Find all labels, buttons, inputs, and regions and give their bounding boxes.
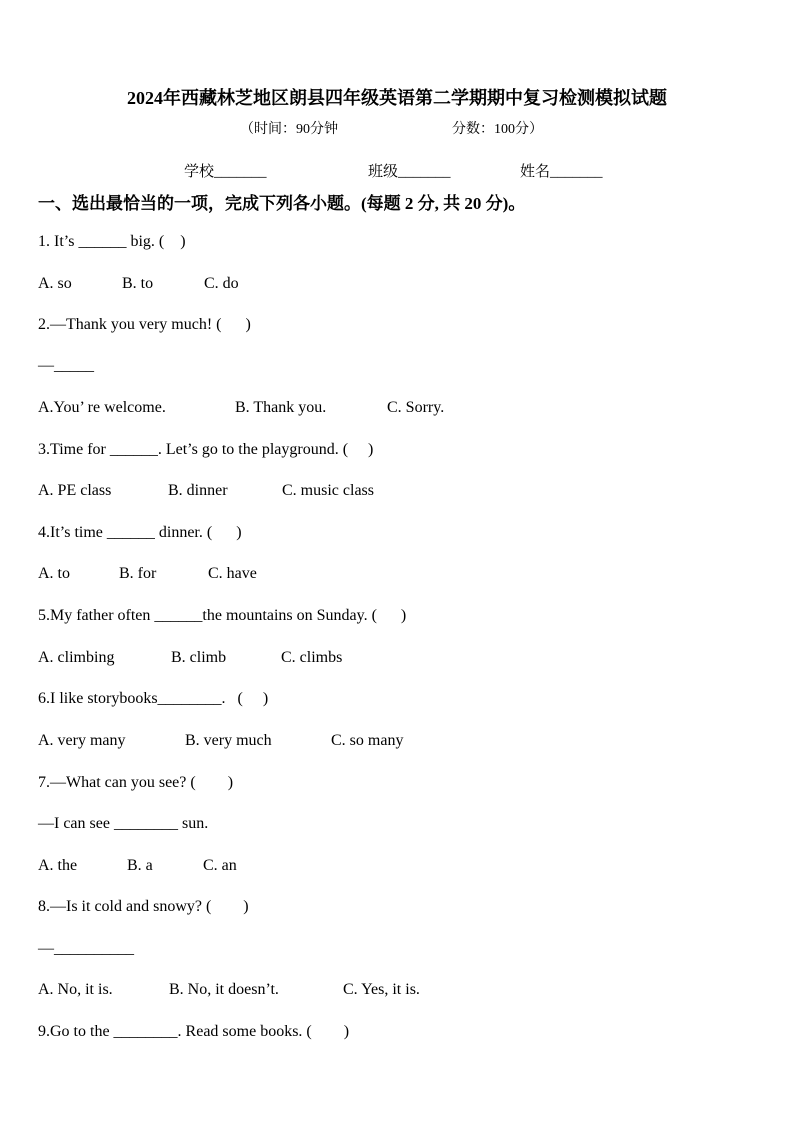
name-field: 姓名_______ — [520, 164, 603, 180]
option-a: A. PE class — [38, 482, 112, 499]
option-b: B. No, it doesn’t. — [169, 981, 279, 998]
option-a: A. No, it is. — [38, 981, 113, 998]
option-c: C. Sorry. — [387, 399, 445, 416]
option-c: C. Yes, it is. — [343, 981, 420, 998]
answer-line: —I can see ________ sun. — [38, 815, 209, 832]
question-stem: 8.—Is it cold and snowy? ( ) — [38, 898, 249, 915]
section-title: 一、选出最恰当的一项，完成下列各小题。(每题 2 分, 共 20 分)。 — [38, 194, 526, 213]
option-a: A. to — [38, 565, 70, 582]
option-a: A.You’ re welcome. — [38, 399, 166, 416]
school-field: 学校_______ — [184, 164, 267, 180]
option-c: C. have — [208, 565, 257, 582]
question-stem: 7.—What can you see? ( ) — [38, 774, 234, 791]
time-limit: （时间：90分钟 — [240, 122, 338, 137]
option-a: A. the — [38, 857, 78, 874]
option-a: A. so — [38, 275, 72, 292]
question-stem: 3.Time for ______. Let’s go to the playground. ( ) — [38, 441, 374, 458]
question-stem: 4.It’s time ______ dinner. ( ) — [38, 524, 242, 541]
question-stem: 6.I like storybooks________. ( ) — [38, 690, 269, 707]
option-a: A. climbing — [38, 649, 115, 666]
class-field: 班级_______ — [368, 164, 451, 180]
total-score: 分数：100分） — [452, 122, 543, 137]
question-stem: 2.—Thank you very much! ( ) — [38, 316, 251, 333]
option-c: C. do — [204, 275, 239, 292]
option-a: A. very many — [38, 732, 126, 749]
option-b: B. dinner — [168, 482, 228, 499]
answer-line: —__________ — [38, 940, 134, 957]
option-c: C. music class — [282, 482, 374, 499]
option-b: B. Thank you. — [235, 399, 327, 416]
option-b: B. for — [119, 565, 157, 582]
option-b: B. a — [127, 857, 153, 874]
option-b: B. to — [122, 275, 154, 292]
option-c: C. climbs — [281, 649, 343, 666]
option-b: B. very much — [185, 732, 272, 749]
question-stem: 1. It’s ______ big. ( ) — [38, 233, 186, 250]
answer-line: —_____ — [38, 357, 94, 374]
option-c: C. an — [203, 857, 237, 874]
option-b: B. climb — [171, 649, 227, 666]
question-stem: 5.My father often ______the mountains on Sunday. ( ) — [38, 607, 407, 624]
option-c: C. so many — [331, 732, 404, 749]
question-stem: 9.Go to the ________. Read some books. ( ) — [38, 1023, 350, 1040]
exam-title: 2024年西藏林芝地区朗县四年级英语第二学期期中复习检测模拟试题 — [127, 88, 667, 108]
